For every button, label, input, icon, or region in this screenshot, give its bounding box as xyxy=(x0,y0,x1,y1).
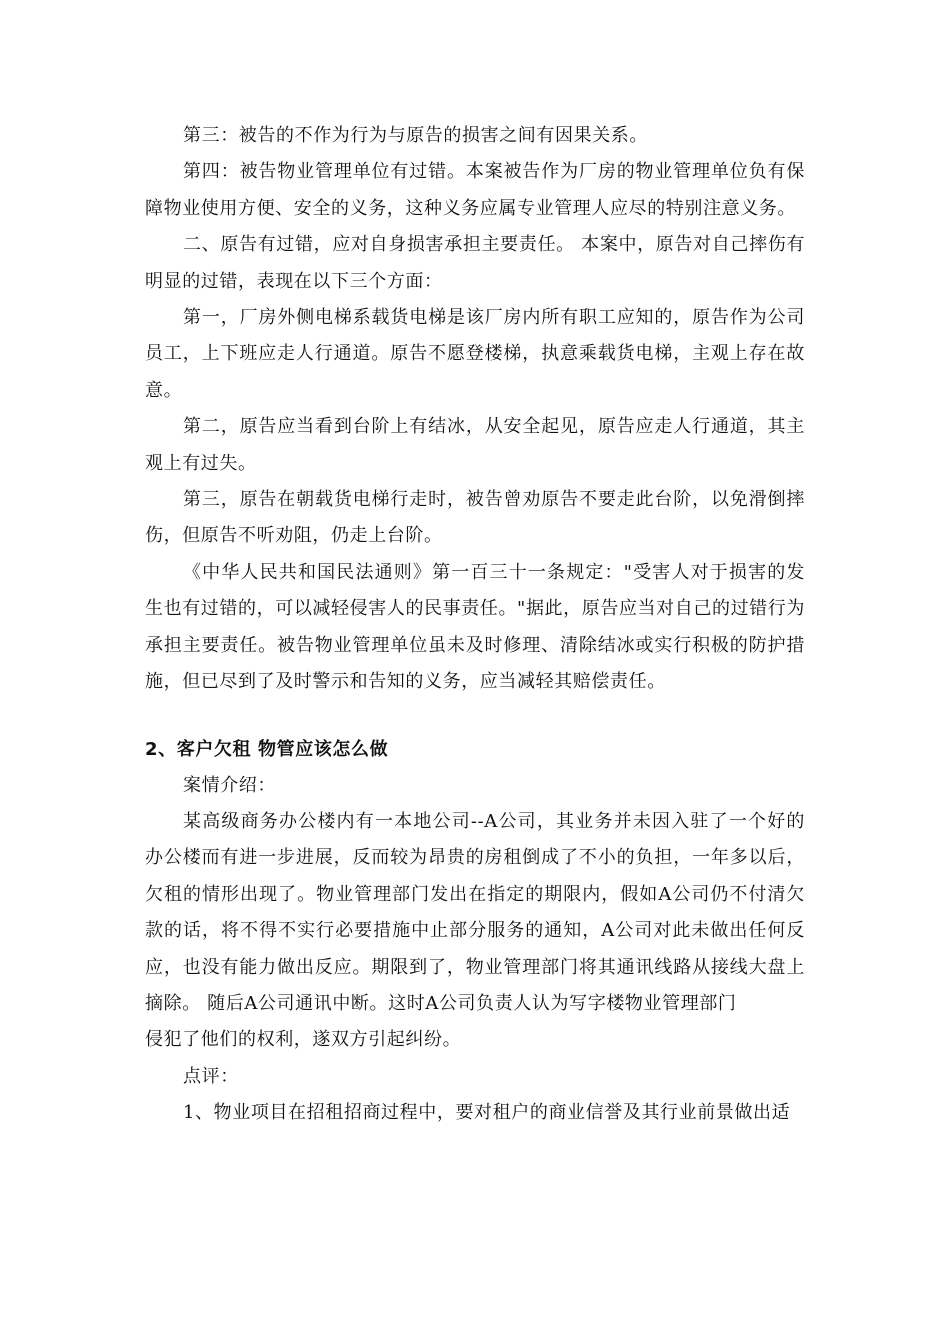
section-heading: 2、客户欠租 物管应该怎么做 xyxy=(145,738,389,760)
comment-item-1: 1、物业项目在招租招商过程中，要对租户的商业信誉及其行业前景做出适 xyxy=(183,1102,791,1124)
paragraph-fourth-fault: 第四：被告物业管理单位有过错。本案被告作为厂房的物业管理单位负有保障物业使用方便、安全的义务，这种义务应属专业管理人应尽的特别注意义务。 xyxy=(145,161,805,219)
paragraph-third-point: 第三，原告在朝载货电梯行走时，被告曾劝原告不要走此台阶，以免滑倒摔伤，但原告不听劝阻，仍走上台阶。 xyxy=(145,489,805,547)
comment-label: 点评： xyxy=(183,1065,239,1087)
paragraph-civil-law: 《中华人民共和国民法通则》第一百三十一条规定："受害人对于损害的发生也有过错的，可以减轻侵害人的民事责任。"据此，原告应当对自己的过错行为承担主要责任。被告物业管理单位虽未及时修理、清除结冰或实行积极的防护措施，但已尽到了及时警示和告知的义务，应当减轻其赔偿责任。 xyxy=(145,561,805,693)
case-paragraph: 某高级商务办公楼内有一本地公司--A公司，其业务并未因入驻了一个好的办公楼而有进一步进展，反而较为昂贵的房租倒成了不小的负担，一年多以后，欠租的情形出现了。物业管理部门发出在指定的期限内，假如A公司仍不付清欠款的话，将不得不实行必要措施中止部分服务的通知，A公司对此未做出任何反应，也没有能力做出反应。期限到了，物业管理部门将其通讯线路从接线大盘上摘除。 随后A公司通讯中断。这时A公司负责人认为写字楼物业管理部门 xyxy=(145,810,805,1014)
case-continuation: 侵犯了他们的权利，遂双方引起纠纷。 xyxy=(145,1029,462,1051)
document-page xyxy=(145,118,805,1132)
paragraph-second-point: 第二，原告应当看到台阶上有结冰，从安全起见，原告应走人行通道，其主观上有过失。 xyxy=(145,416,805,474)
paragraph-plaintiff-fault: 二、原告有过错，应对自身损害承担主要责任。 本案中，原告对自己摔伤有明显的过错，表现在以下三个方面： xyxy=(145,234,805,292)
paragraph-first-point: 第一，厂房外侧电梯系载货电梯是该厂房内所有职工应知的，原告作为公司员工，上下班应走人行通道。原告不愿登楼梯，执意乘载货电梯，主观上存在故意。 xyxy=(145,307,805,401)
case-intro-label: 案情介绍： xyxy=(183,774,276,796)
paragraph-third-causation: 第三：被告的不作为行为与原告的损害之间有因果关系。 xyxy=(183,125,648,146)
